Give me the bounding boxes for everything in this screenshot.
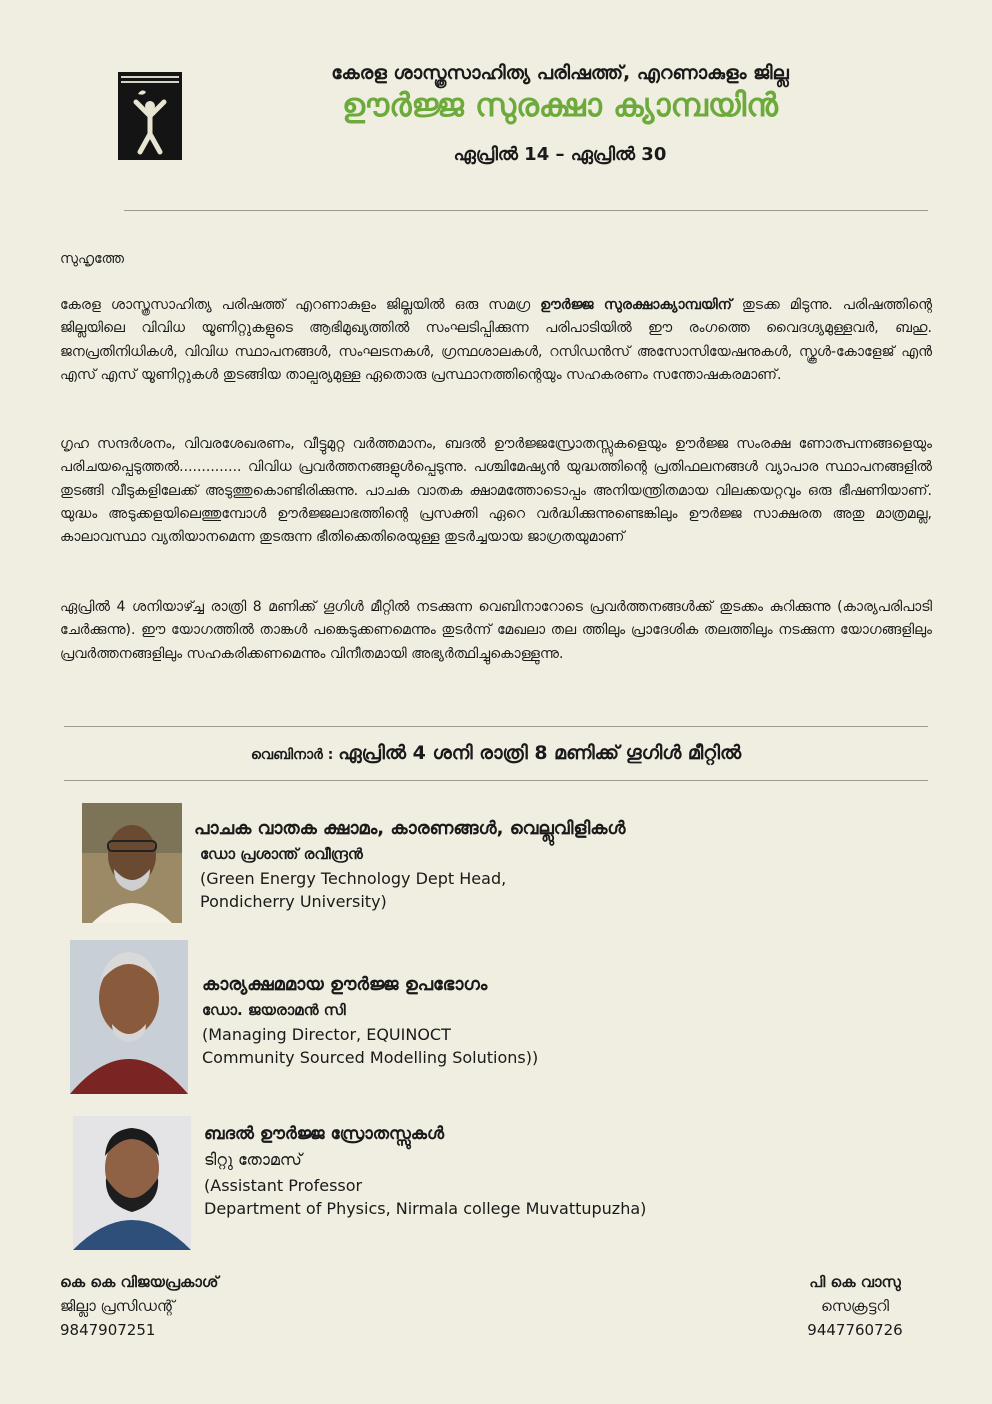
organization-title: കേരള ശാസ്ത്രസാഹിത്യ പരിഷത്ത്, എറണാകുളം ജില്ല bbox=[331, 62, 789, 84]
paragraph-1-rest: തുടക്ക മിടുന്നു. പരിഷത്തിന്റെ ജില്ലയിലെ വിവിധ യൂണിറ്റുകളുടെ ആഭിമുഖ്യത്തിൽ സംഘടിപ്പിക്കുന്ന പരിപാടിയിൽ ഈ രംഗത്തെ വൈദഗ്ദ്യമുള്ളവർ, ബഹു. ജനപ്രതിനിധികൾ, വിവിധ സ്ഥാപനങ്ങൾ, സംഘടനകൾ, ഗ്രന്ഥശാലകൾ, റസിഡൻസ് അസോസിയേഷനുകൾ, സ്കൂൾ-കോളേജ് എൻ എസ് എസ് യൂണിറ്റുകൾ തുടങ്ങിയ താല്പര്യമുള്ള ഏതൊരു പ്രസ്ഥാനത്തിന്റെയും സഹകരണം സന്തോഷകരമാണ്. bbox=[60, 297, 933, 383]
signature-left bbox=[60, 1270, 218, 1342]
speaker-name: ഡോ. ജയരാമൻ സി bbox=[202, 1001, 346, 1019]
talk-title: കാര്യക്ഷമമായ ഊർജ്ജ ഉപഭോഗം bbox=[202, 974, 488, 995]
campaign-title: ഊർജ്ജ സുരക്ഷാ ക്യാമ്പയിൻ bbox=[342, 86, 778, 124]
kssp-logo bbox=[118, 72, 182, 160]
salutation: സുഹൃത്തേ bbox=[60, 251, 125, 267]
speaker-photo-1 bbox=[82, 803, 182, 923]
paragraph-3: ഏപ്രിൽ 4 ശനിയാഴ്ച്ച രാത്രി 8 മണിക്ക് ഗൂഗിൾ മീറ്റിൽ നടക്കുന്ന വെബിനാറോടെ പ്രവർത്തനങ്ങൾക്ക് തുടക്കം കുറിക്കുന്നു (കാര്യപരിപാടി ചേർക്കുന്നു). ഈ യോഗത്തിൽ താങ്കൾ പങ്കെടുക്കണമെന്നും തുടർന്ന് മേഖലാ തല ത്തിലും പ്രാദേശിക തലത്തിലും നടക്കുന്ന യോഗങ്ങളിലും പ്രവർത്തനങ്ങളിലും സഹകരിക്കണമെന്നും വിനീതമായി അഭ്യർത്ഥിച്ചുകൊള്ളുന്നു. bbox=[60, 599, 932, 662]
speaker-photo-3 bbox=[73, 1116, 191, 1250]
webinar-label: വെബിനാർ : bbox=[250, 747, 339, 763]
paragraph-1 bbox=[60, 294, 932, 387]
talk-2 bbox=[202, 974, 538, 1069]
signatory-role: സെക്രട്ടറി bbox=[821, 1297, 889, 1315]
speaker-name: ഡോ പ്രശാന്ത് രവീന്ദ്രൻ bbox=[200, 845, 363, 863]
campaign-dates: ഏപ്രിൽ 14 – ഏപ്രിൽ 30 bbox=[453, 144, 667, 165]
speaker-affiliation: (Managing Director, EQUINOCT Community Sourced Modelling Solutions)) bbox=[202, 1025, 539, 1067]
webinar-top-divider bbox=[64, 726, 928, 727]
paragraph-1-start: കേരള ശാസ്ത്രസാഹിത്യ പരിഷത്ത് എറണാകുളം ജില്ലയിൽ ഒരു സമഗ്ര bbox=[60, 297, 541, 313]
talk-title: പാചക വാതക ക്ഷാമം, കാരണങ്ങൾ, വെല്ലുവിളികൾ bbox=[194, 818, 626, 839]
signatory-role: ജില്ലാ പ്രസിഡന്റ് bbox=[60, 1297, 175, 1315]
signatory-name: പി കെ വാസു bbox=[809, 1273, 901, 1291]
webinar-datetime: ഏപ്രിൽ 4 ശനി രാത്രി 8 മണിക്ക് ഗൂഗിൾ മീറ്റിൽ bbox=[338, 742, 742, 764]
signature-right bbox=[790, 1270, 920, 1342]
talk-3 bbox=[204, 1124, 646, 1220]
talk-title: ബദൽ ഊർജ്ജ സ്രോതസ്സുകൾ bbox=[204, 1124, 445, 1144]
paragraph-2: ഗൃഹ സന്ദർശനം, വിവരശേഖരണം, വീട്ടുമുറ്റ വർത്തമാനം, ബദൽ ഊർജ്ജസ്രോതസ്സുകളെയും ഊർജ്ജ സംരക്ഷ ണോത്പന്നങ്ങളെയും പരിചയപ്പെടുത്തൽ.............. വിവിധ പ്രവർത്തനങ്ങളുൾപ്പെടുന്നു. പശ്ചിമേഷ്യൻ യുദ്ധത്തിന്റെ പ്രതിഫലനങ്ങൾ വ്യാപാര സ്ഥാപനങ്ങളിൽ തുടങ്ങി വീടുകളിലേക്ക് അടുത്തുകൊണ്ടിരിക്കുന്നു. പാചക വാതക ക്ഷാമത്തോടൊപ്പം അനിയന്ത്രിതമായ വിലക്കയറ്റവും ഒരു ഭീഷണിയാണ്. യുദ്ധം അടുക്കളയിലെത്തുമ്പോൾ ഊർജ്ജലാഭത്തിന്റെ പ്രസക്തി ഏറെ വർദ്ധിക്കുന്നുണ്ടെങ്കിലും ഊർജ്ജ സാക്ഷരത അതു മാത്രമല്ല, കാലാവസ്ഥാ വ്യതിയാനമെന്ന തുടരുന്ന ഭീതിക്കെതിരെയുള്ള തുടർച്ചയായ ജാഗ്രതയുമാണ് bbox=[60, 436, 932, 546]
person-figure-icon bbox=[118, 72, 182, 160]
signatory-phone: 9447760726 bbox=[807, 1321, 903, 1339]
webinar-line bbox=[60, 742, 932, 764]
campaign-name-inline: ഊർജ്ജ സുരക്ഷാക്യാമ്പയിന് bbox=[540, 297, 732, 313]
speaker-name: ടിറ്റു തോമസ് bbox=[204, 1150, 302, 1169]
webinar-bottom-divider bbox=[64, 780, 928, 781]
signatory-phone: 9847907251 bbox=[60, 1321, 156, 1339]
speaker-affiliation: (Assistant Professor Department of Physics, Nirmala college Muvattupuzha) bbox=[204, 1176, 647, 1218]
speaker-photo-2 bbox=[70, 940, 188, 1094]
header-divider bbox=[124, 210, 928, 211]
signatory-name: കെ കെ വിജയപ്രകാശ് bbox=[60, 1273, 219, 1291]
talk-1 bbox=[194, 818, 625, 913]
speaker-affiliation: (Green Energy Technology Dept Head, Pondicherry University) bbox=[200, 869, 507, 911]
